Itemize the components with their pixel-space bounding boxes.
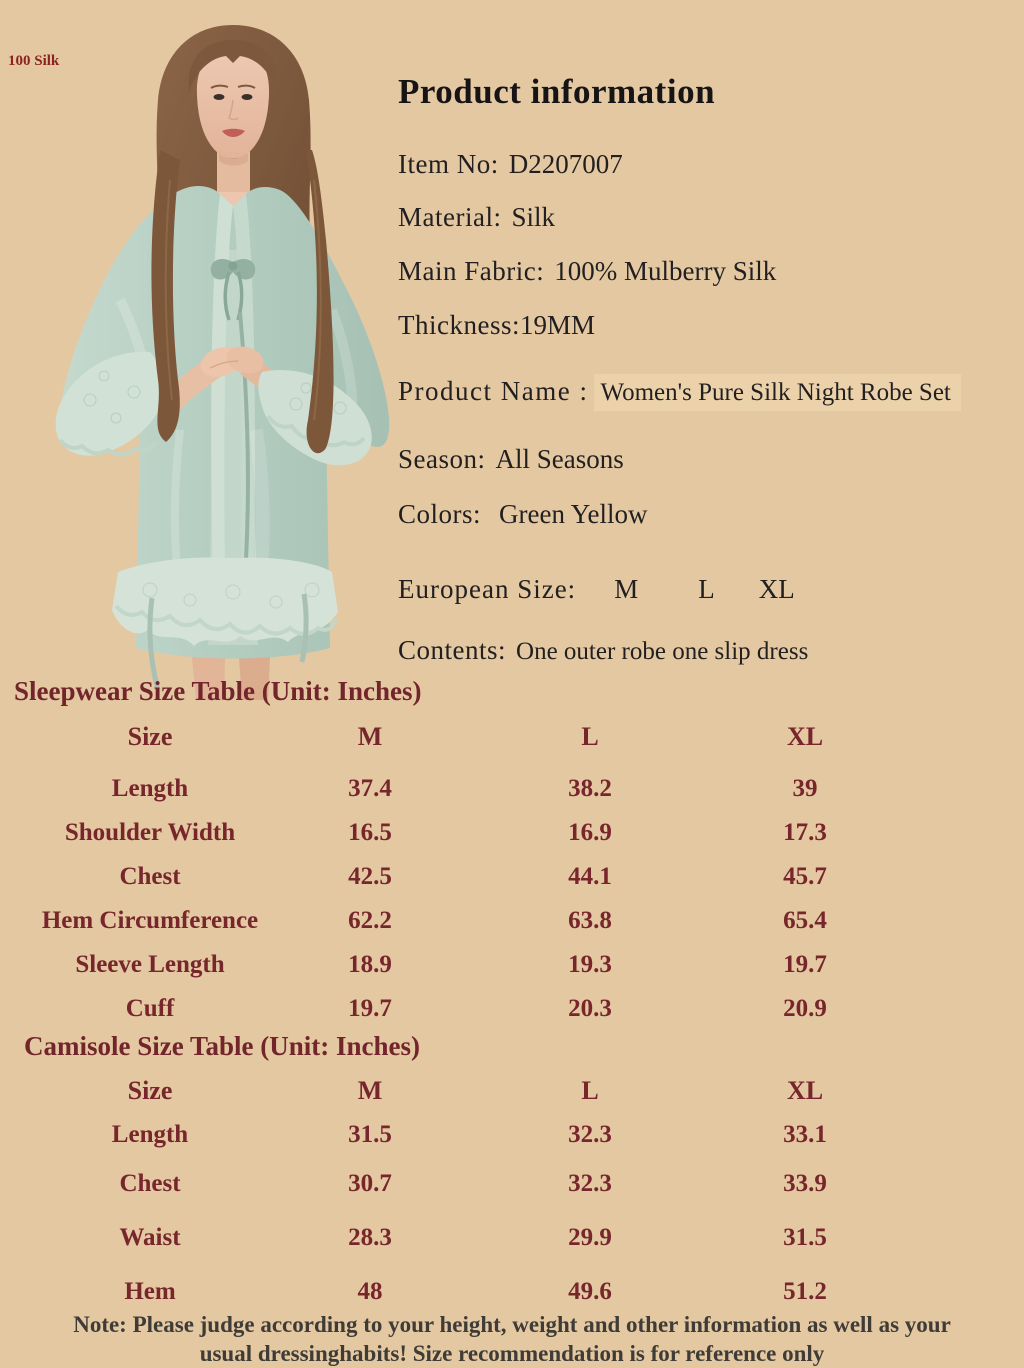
product-name-label: Product Name : [398, 376, 589, 406]
cell-m: 37.4 [348, 775, 392, 802]
product-name-line [398, 376, 961, 407]
cell-xl: 17.3 [783, 819, 827, 846]
table-row [0, 811, 1024, 855]
cell-xl: 33.9 [783, 1170, 827, 1197]
model-photo [0, 0, 390, 700]
season-label: Season: [398, 444, 486, 474]
cell-xl: 45.7 [783, 863, 827, 890]
camisole-header-row [0, 1069, 1024, 1113]
cell-xl: 33.1 [783, 1121, 827, 1148]
cell-l: 29.9 [568, 1224, 612, 1251]
header-xl: XL [786, 1076, 824, 1105]
row-label: Length [111, 775, 189, 802]
table-row [0, 855, 1024, 899]
cell-xl: 65.4 [783, 907, 827, 934]
cell-m: 28.3 [348, 1224, 392, 1251]
size-option-l: L [698, 574, 715, 604]
table-row [0, 987, 1024, 1031]
row-label: Hem Circumference [41, 907, 259, 934]
size-note-line2: usual dressinghabits! Size recommendation is for reference only [199, 1341, 825, 1366]
main-fabric-label: Main Fabric: [398, 256, 545, 286]
season-value: All Seasons [495, 444, 624, 474]
header-size: Size [127, 1076, 173, 1105]
camisole-size-table [0, 1069, 1024, 1319]
thickness-line [398, 310, 595, 341]
table-row [0, 1113, 1024, 1157]
cell-m: 30.7 [348, 1170, 392, 1197]
sleepwear-header-row [0, 715, 1024, 759]
row-label: Hem [124, 1278, 176, 1305]
brand-watermark: 100 Silk [8, 53, 60, 69]
colors-value: Green Yellow [499, 499, 648, 529]
camisole-table-title: Camisole Size Table (Unit: Inches) [24, 1031, 421, 1061]
cell-xl: 19.7 [783, 951, 827, 978]
cell-l: 32.3 [568, 1121, 612, 1148]
header-l: L [581, 1076, 599, 1105]
table-row [0, 943, 1024, 987]
contents-line [398, 635, 808, 666]
material-label: Material: [398, 202, 502, 232]
cell-xl: 20.9 [783, 995, 827, 1022]
row-label: Sleeve Length [75, 951, 225, 978]
sleepwear-table-title: Sleepwear Size Table (Unit: Inches) [14, 676, 422, 706]
main-fabric-line [398, 256, 776, 287]
season-line [398, 444, 624, 475]
main-fabric-value: 100% Mulberry Silk [554, 256, 777, 286]
cell-xl: 31.5 [783, 1224, 827, 1251]
cell-l: 38.2 [568, 775, 612, 802]
cell-m: 19.7 [348, 995, 392, 1022]
material-value: Silk [511, 202, 555, 232]
size-option-m: M [614, 574, 639, 604]
row-label: Chest [119, 1170, 181, 1197]
cell-l: 32.3 [568, 1170, 612, 1197]
row-label: Shoulder Width [64, 819, 236, 846]
material-line [398, 202, 555, 233]
cell-l: 19.3 [568, 951, 612, 978]
table-row [0, 767, 1024, 811]
header-size: Size [127, 722, 173, 751]
cell-l: 44.1 [568, 863, 612, 890]
contents-value: One outer robe one slip dress [516, 638, 809, 665]
contents-label: Contents: [398, 635, 507, 665]
size-note-line1: Note: Please judge according to your height, weight and other information as well as your [73, 1312, 951, 1337]
header-xl: XL [786, 722, 824, 751]
size-note [0, 1310, 1024, 1368]
cell-xl: 39 [792, 775, 818, 802]
colors-label: Colors: [398, 499, 482, 529]
cell-m: 62.2 [348, 907, 392, 934]
sleepwear-size-table [0, 715, 1024, 1031]
thickness-label: Thickness: [398, 310, 520, 340]
table-row [0, 1211, 1024, 1265]
colors-line [398, 499, 648, 530]
cell-m: 18.9 [348, 951, 392, 978]
cell-l: 16.9 [568, 819, 612, 846]
row-label: Chest [119, 863, 181, 890]
header-m: M [357, 1076, 383, 1105]
item-no-line [398, 149, 623, 180]
cell-m: 48 [357, 1278, 383, 1305]
model-photo-illustration [0, 0, 390, 700]
table-row [0, 899, 1024, 943]
cell-m: 42.5 [348, 863, 392, 890]
cell-l: 63.8 [568, 907, 612, 934]
cell-xl: 51.2 [783, 1278, 827, 1305]
european-size-line [398, 574, 795, 605]
header-m: M [357, 722, 383, 751]
cell-l: 20.3 [568, 995, 612, 1022]
size-option-xl: XL [758, 574, 795, 604]
item-no-label: Item No: [398, 149, 499, 179]
header-l: L [581, 722, 599, 751]
table-row [0, 1157, 1024, 1211]
page-title: Product information [398, 72, 716, 111]
thickness-value: 19MM [519, 310, 595, 340]
cell-m: 31.5 [348, 1121, 392, 1148]
european-size-label: European Size: [398, 574, 577, 604]
item-no-value: D2207007 [508, 149, 623, 179]
row-label: Waist [119, 1224, 181, 1251]
cell-l: 49.6 [568, 1278, 612, 1305]
row-label: Cuff [125, 995, 175, 1022]
row-label: Length [111, 1121, 189, 1148]
product-name-value: Women's Pure Silk Night Robe Set [594, 374, 960, 411]
cell-m: 16.5 [348, 819, 392, 846]
